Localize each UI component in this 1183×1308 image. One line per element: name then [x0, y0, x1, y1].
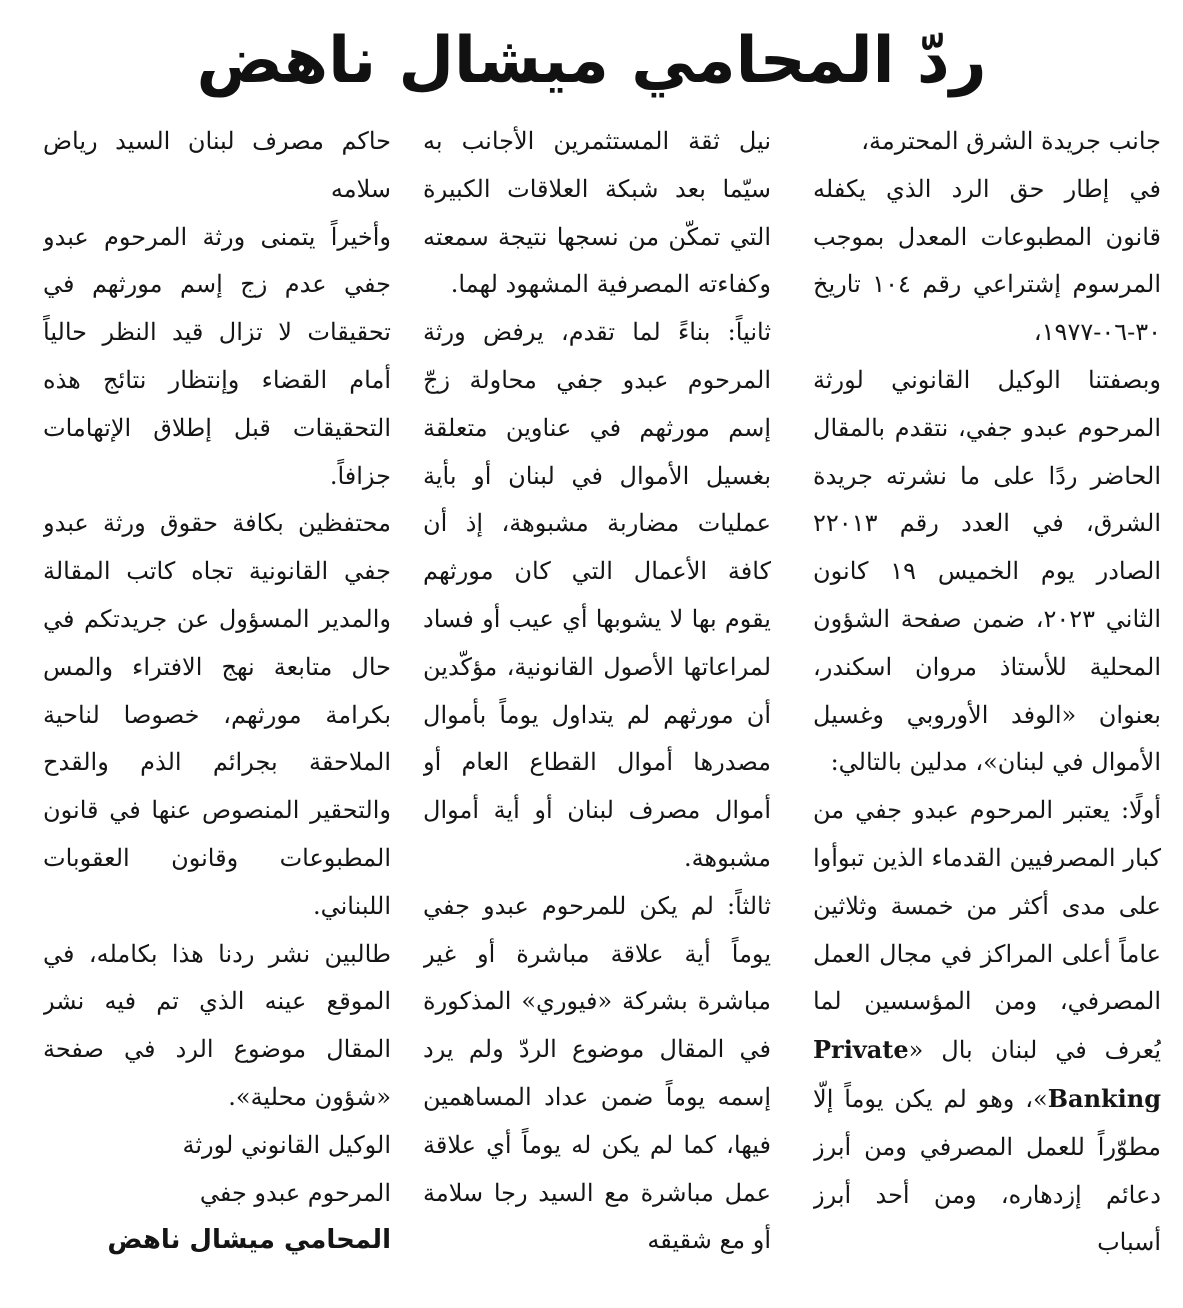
article-column-1	[813, 118, 1161, 1303]
paragraph-introduction: وبصفتنا الوكيل القانوني لورثة المرحوم عبدو جفي، نتقدم بالمقال الحاضر ردًا على ما نشرته جريدة الشرق، في العدد رقم ٢٢٠١٣ الصادر يوم الخميس ١٩ كانون الثاني ٢٠٢٣، ضمن صفحة الشؤون المحلية للأستاذ مروان اسكندر، بعنوان «الوفد الأوروبي وغسيل الأموال في لبنان»، مدلين بالتالي:	[813, 365, 1161, 777]
article-headline: ردّ المحامي ميشال ناهض	[196, 24, 987, 98]
salutation: جانب جريدة الشرق المحترمة،	[861, 127, 1161, 155]
paragraph-third-point: ثالثاً: لم يكن للمرحوم عبدو جفي يوماً أية علاقة مباشرة أو غير مباشرة بشركة «فيوري» المذكورة في المقال موضوع الردّ ولم يرد إسمه يوماً ضمن عداد المساهمين فيها، كما لم يكن له يوماً أي علاقة عمل مباشرة مع السيد رجا سلامة أو مع شقيقه	[423, 891, 771, 1255]
paragraph-legal-basis: في إطار حق الرد الذي يكفله قانون المطبوعات المعدل بموجب المرسوم إشتراعي رقم ١٠٤ تاريخ ٣٠-٠٦-١٩٧٧،	[813, 174, 1161, 347]
signature-client-line: المرحوم عبدو جفي	[199, 1178, 391, 1207]
article-column-2	[423, 118, 771, 1303]
paragraph-second-point: ثانياً: بناءً لما تقدم، يرفض ورثة المرحوم عبدو جفي محاولة زجّ إسم مورثهم في عناوين متعلقة بغسيل الأموال في لبنان أو بأية عمليات مضاربة مشبوهة، إذ أن كافة الأعمال التي كان مورثهم يقوم بها لا يشوبها أي عيب أو فساد لمراعاتها الأصول القانونية، مؤكّدين أن مورثهم لم يتداول يوماً بأموال مصدرها أموال القطاع العام أو أموال مصرف لبنان أو أية أموال مشبوهة.	[423, 318, 771, 872]
signature-name: المحامي ميشال ناهض	[107, 1225, 391, 1256]
paragraph-third-point-continued: حاكم مصرف لبنان السيد رياض سلامه	[43, 127, 391, 203]
paragraph-first-point	[813, 787, 1161, 1267]
signature-title-line: الوكيل القانوني لورثة	[182, 1130, 391, 1159]
paragraph-rights-reserved: محتفظين بكافة حقوق ورثة عبدو جفي القانونية تجاه كاتب المقالة والمدير المسؤول عن جريدتكم في حال متابعة نهج الافتراء والمس بكرامة مورثهم، خصوصا لناحية الملاحقة بجرائم الذم والقدح والتحقير المنصوص عنها في قانون المطبوعات وقانون العقوبات اللبناني.	[43, 509, 391, 920]
paragraph-publication-request: طالبين نشر ردنا هذا بكامله، في الموقع عينه الذي تم فيه نشر المقال موضوع الرد في صفحة «شؤون محلية».	[43, 939, 391, 1111]
first-point-text-end: »، وهو لم يكن يوماً إلّا مطوّراً للعمل المصرفي ومن أبرز دعائم إزدهاره، ومن أحد أبرز أسباب	[813, 1084, 1161, 1257]
private-banking-term: Private Banking	[813, 1035, 1161, 1113]
article-column-3	[43, 118, 391, 1303]
paragraph-first-point-continued: نيل ثقة المستثمرين الأجانب به سيّما بعد شبكة العلاقات الكبيرة التي تمكّن من نسجها نتيجة سمعته وكفاءته المصرفية المشهود لهما.	[423, 127, 771, 299]
paragraph-final-request: وأخيراً يتمنى ورثة المرحوم عبدو جفي عدم زج إسم مورثهم في تحقيقات لا تزال قيد النظر حالياً أمام القضاء وإنتظار نتائج هذه التحقيقات قبل إطلاق الإتهامات جزافاً.	[43, 222, 391, 490]
first-point-text-start: أولًا: يعتبر المرحوم عبدو جفي من كبار المصرفيين القدماء الذين تبوأوا على مدى أكثر من خمسة وثلاثين عاماً أعلى المراكز في مجال العمل المصرفي، ومن المؤسسين لما يُعرف في لبنان بال «	[813, 796, 1161, 1065]
